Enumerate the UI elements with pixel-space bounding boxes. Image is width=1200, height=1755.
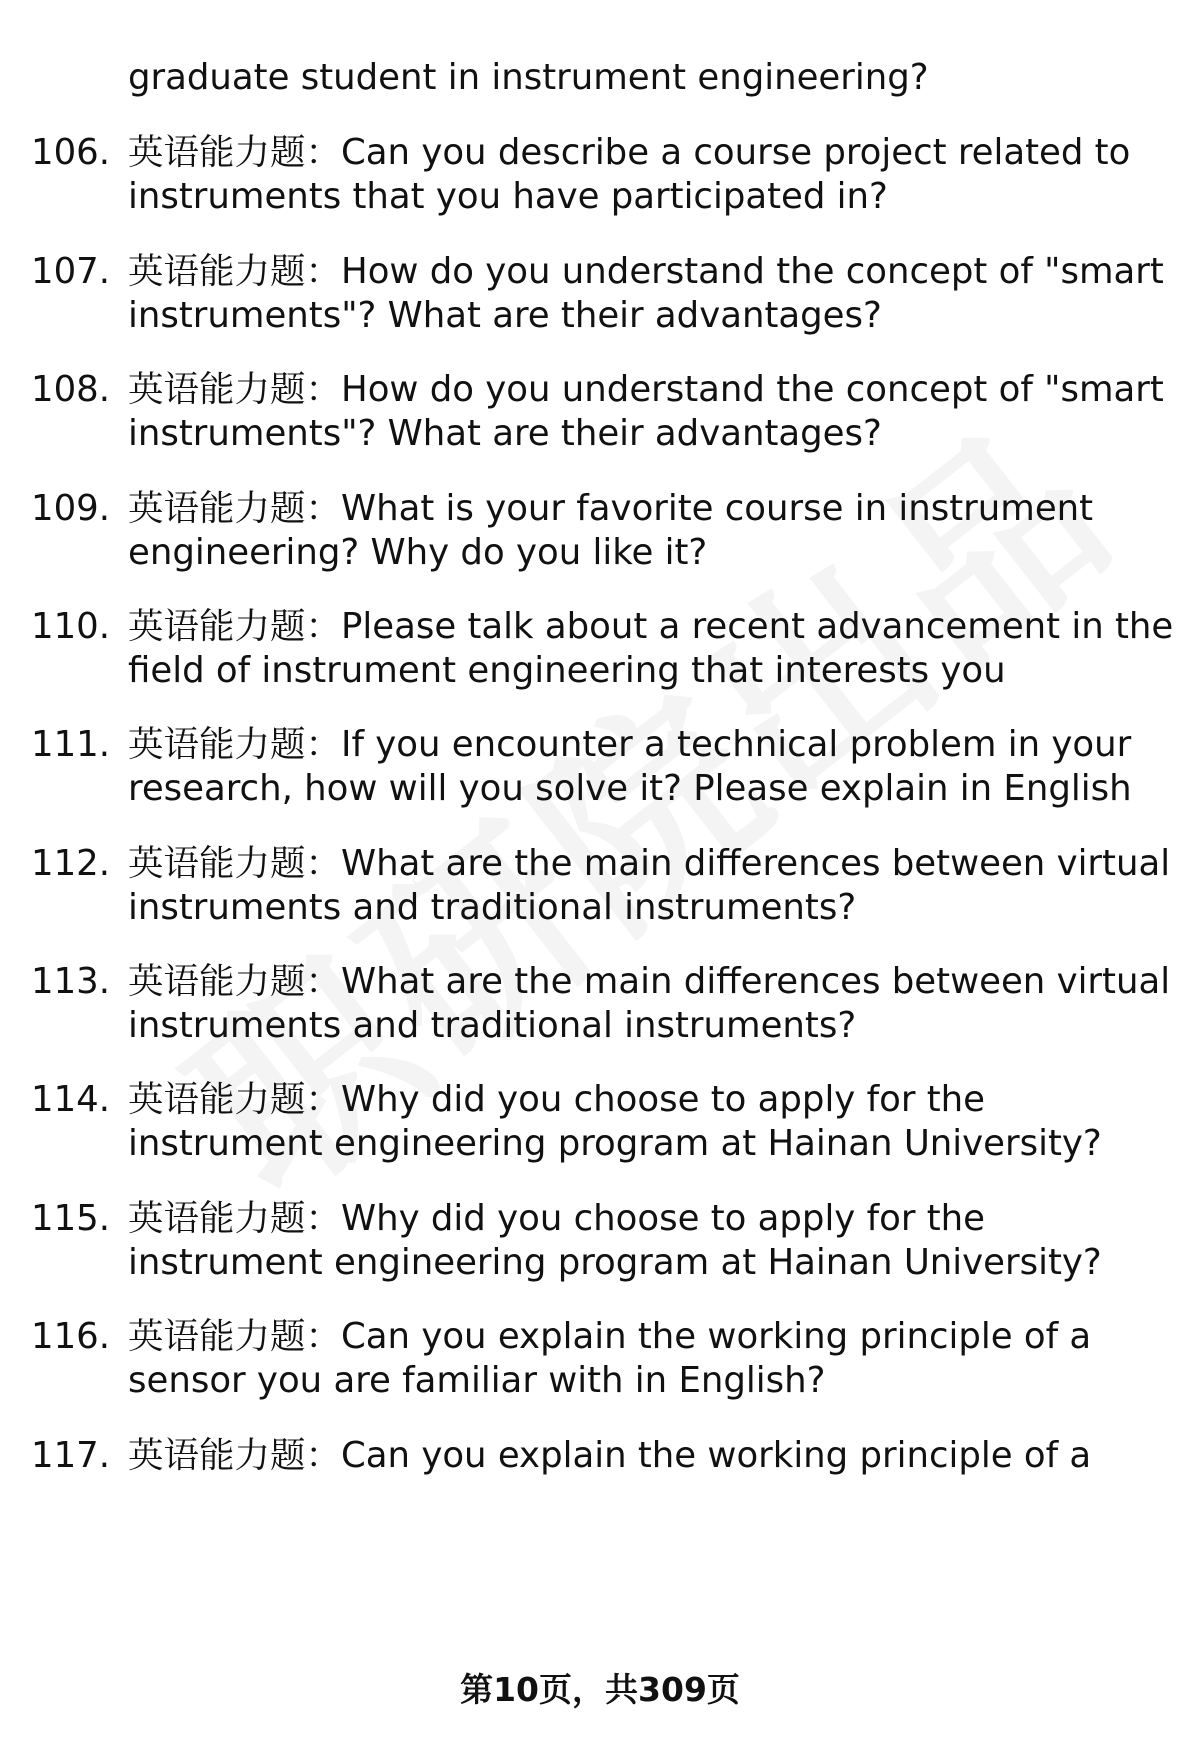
question-text-cont: engineering? Why do you like it? bbox=[128, 532, 708, 573]
question-number: 113. bbox=[31, 961, 111, 1002]
question-text-cont: instruments"? What are their advantages? bbox=[128, 295, 882, 336]
question-text: 英语能力题：Can you explain the working principle of a bbox=[128, 1316, 1092, 1357]
question-text: 英语能力题：What are the main differences between virtual bbox=[128, 961, 1171, 1002]
question-text: 英语能力题：Why did you choose to apply for the bbox=[128, 1079, 985, 1120]
question-text: 英语能力题：Why did you choose to apply for the bbox=[128, 1198, 985, 1239]
question-text: 英语能力题：Please talk about a recent advancement in the bbox=[128, 606, 1174, 647]
question-number: 109. bbox=[31, 488, 111, 529]
question-text: 英语能力题：If you encounter a technical problem in your bbox=[128, 724, 1132, 765]
question-text-cont: instruments that you have participated in? bbox=[128, 176, 888, 217]
question-text-cont: instrument engineering program at Hainan University? bbox=[128, 1242, 1102, 1283]
question-number: 111. bbox=[31, 724, 111, 765]
question-text-cont: instruments and traditional instruments? bbox=[128, 887, 857, 928]
question-number: 114. bbox=[31, 1079, 111, 1120]
question-text: 英语能力题：How do you understand the concept of "smart bbox=[128, 251, 1164, 292]
question-number: 110. bbox=[31, 606, 111, 647]
question-text-cont: instruments and traditional instruments? bbox=[128, 1005, 857, 1046]
question-number: 107. bbox=[31, 251, 111, 292]
continuation-text: graduate student in instrument engineering? bbox=[128, 57, 929, 98]
question-number: 115. bbox=[31, 1198, 111, 1239]
question-text: 英语能力题：How do you understand the concept of "smart bbox=[128, 369, 1164, 410]
question-number: 106. bbox=[31, 132, 111, 173]
question-text-cont: sensor you are familiar with in English? bbox=[128, 1360, 826, 1401]
question-text-cont: instruments"? What are their advantages? bbox=[128, 413, 882, 454]
question-number: 116. bbox=[31, 1316, 111, 1357]
question-text: 英语能力题：Can you describe a course project related to bbox=[128, 132, 1131, 173]
question-number: 117. bbox=[31, 1435, 111, 1476]
question-text-cont: research, how will you solve it? Please explain in English bbox=[128, 768, 1132, 809]
question-text-cont: instrument engineering program at Hainan University? bbox=[128, 1123, 1102, 1164]
question-text-cont: field of instrument engineering that interests you bbox=[128, 650, 1006, 691]
question-number: 108. bbox=[31, 369, 111, 410]
question-text: 英语能力题：What is your favorite course in instrument bbox=[128, 488, 1094, 529]
question-number: 112. bbox=[31, 843, 111, 884]
question-text: 英语能力题：Can you explain the working principle of a bbox=[128, 1435, 1092, 1476]
question-text: 英语能力题：What are the main differences between virtual bbox=[128, 843, 1171, 884]
page-footer: 第10页，共309页 bbox=[460, 1670, 740, 1709]
